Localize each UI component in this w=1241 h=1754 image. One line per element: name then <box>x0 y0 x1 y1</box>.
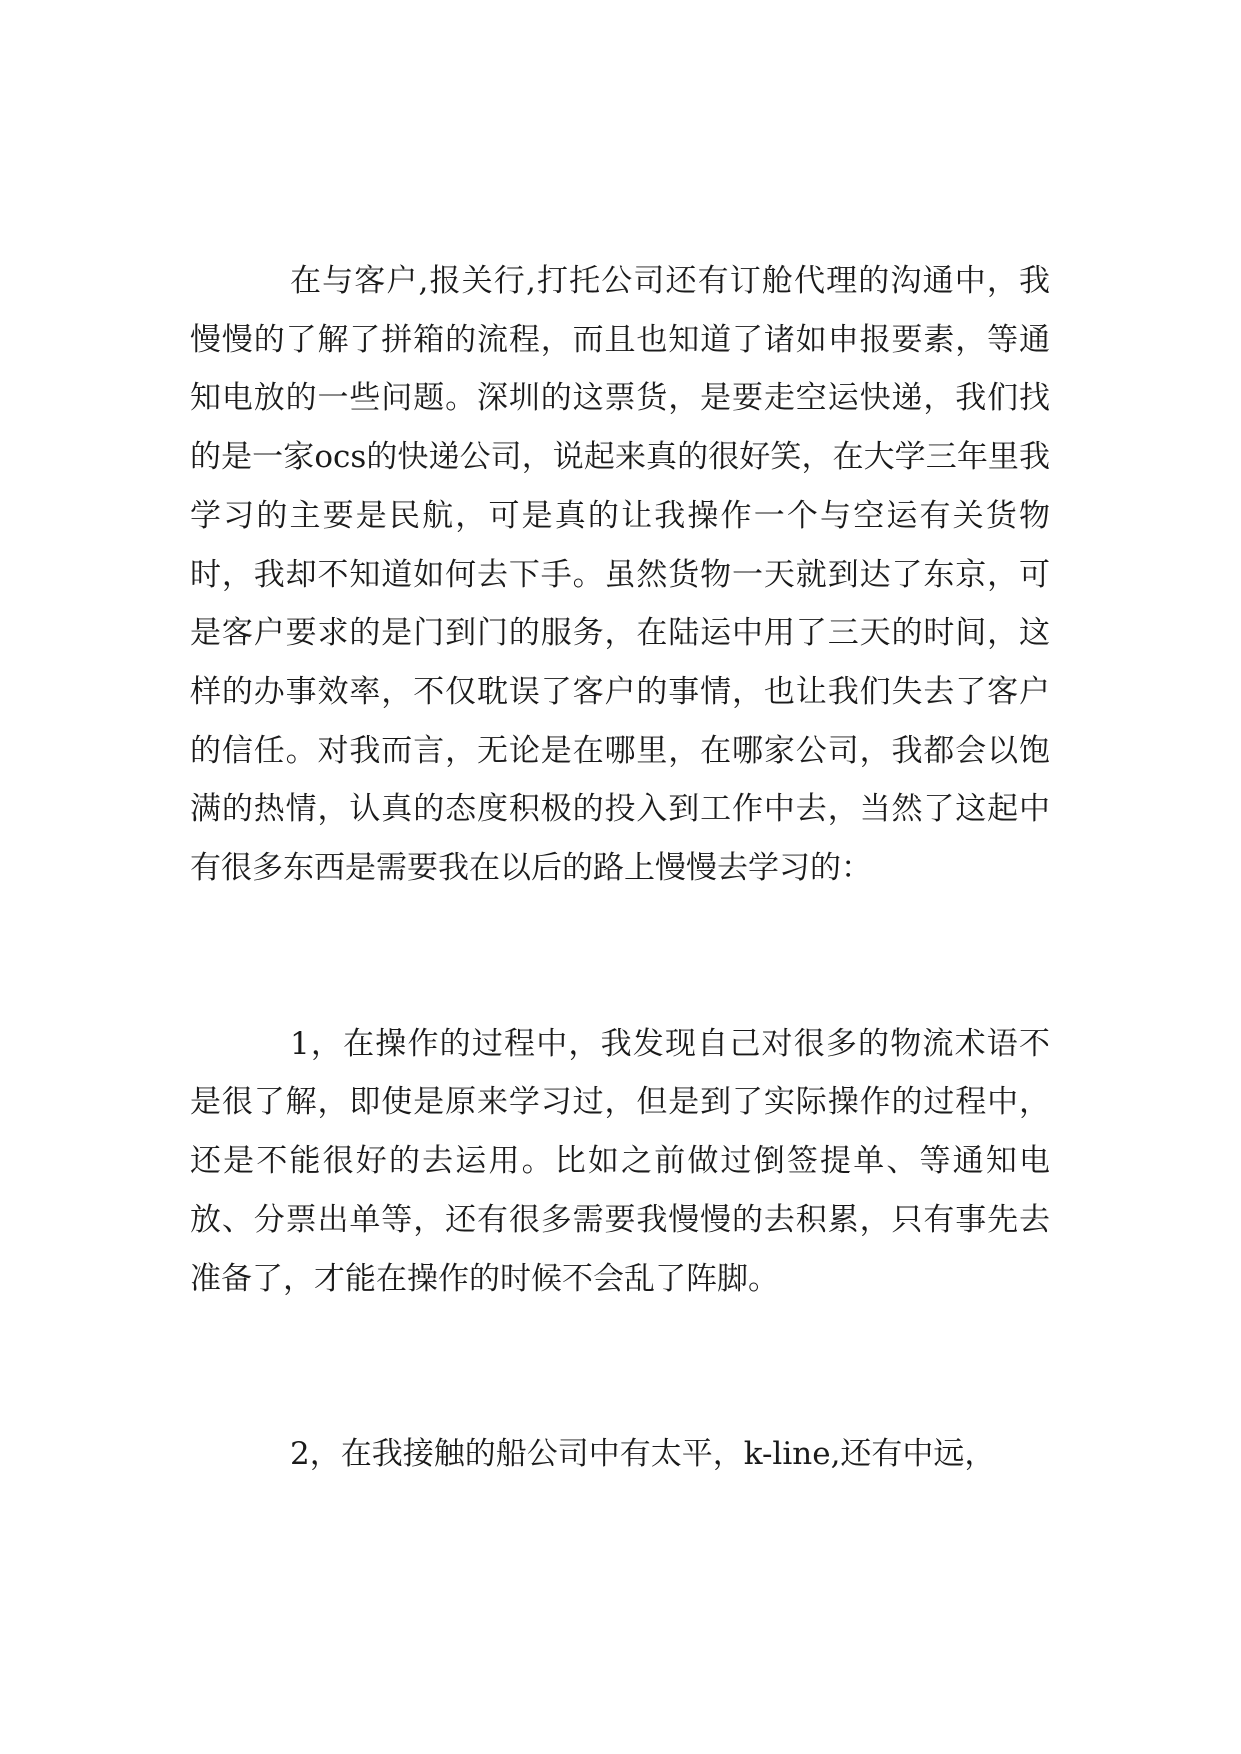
document-body <box>190 252 1050 1484</box>
paragraph-point-1: 1，在操作的过程中，我发现自己对很多的物流术语不是很了解，即使是原来学习过，但是到了实际操作的过程中，还是不能很好的去运用。比如之前做过倒签提单、等通知电放、分票出单等，还有很多需要我慢慢的去积累，只有事先去准备了，才能在操作的时候不会乱了阵脚。 <box>190 1025 1050 1297</box>
paragraph-intro: 在与客户,报关行,打托公司还有订舱代理的沟通中，我慢慢的了解了拼箱的流程，而且也知道了诸如申报要素，等通知电放的一些问题。深圳的这票货，是要走空运快递，我们找的是一家ocs的快递公司，说起来真的很好笑，在大学三年里我学习的主要是民航，可是真的让我操作一个与空运有关货物时，我却不知道如何去下手。虽然货物一天就到达了东京，可是客户要求的是门到门的服务，在陆运中用了三天的时间，这样的办事效率，不仅耽误了客户的事情，也让我们失去了客户的信任。对我而言，无论是在哪里，在哪家公司，我都会以饱满的热情，认真的态度积极的投入到工作中去，当然了这起中有很多东西是需要我在以后的路上慢慢去学习的： <box>190 263 1050 887</box>
paragraph-point-2: 2，在我接触的船公司中有太平，k-line,还有中远， <box>290 1436 996 1473</box>
